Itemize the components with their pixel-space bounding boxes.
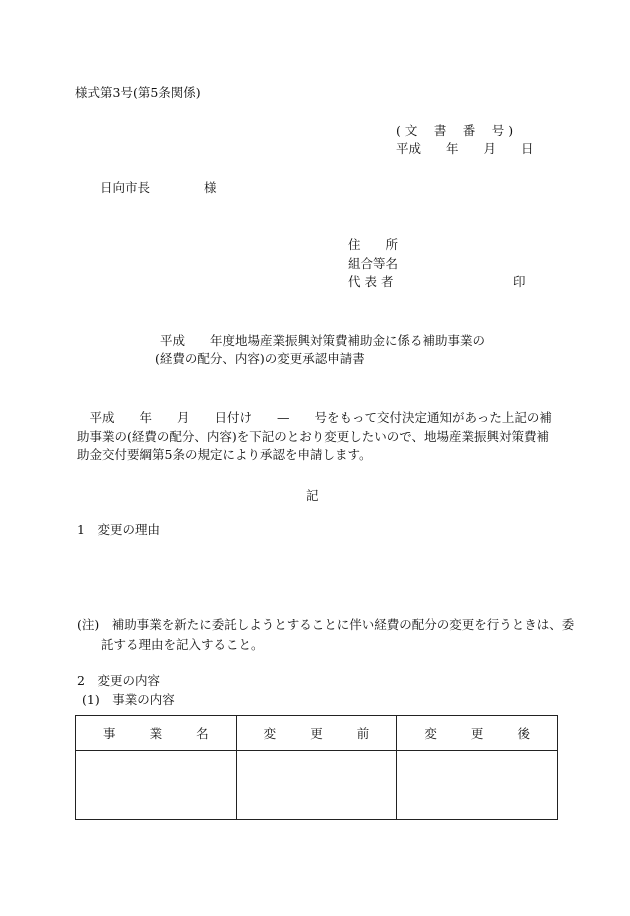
rep-label: 代 表 者 [348,274,394,289]
cell-before-change [236,751,397,820]
ki-heading: 記 [306,488,319,503]
body-paragraph: 平成 年 月 日付け — 号をもって交付決定通知があった上記の補助事業の(経費の配分、内容)を下記のとおり変更したいので、地場産業振興対策費補助金交付要綱第5条の規定により承認を申請します。 [77,410,552,462]
content-table [75,715,558,820]
addressee: 日向市長 様 [100,180,217,195]
note-paragraph: (注) 補助事業を新たに委託しようとすることに伴い経費の配分の変更を行うときは、委託する理由を記入すること。 [77,617,575,652]
section2-subheading: (1) 事業の内容 [82,692,175,707]
date-line: 平成 年 月 日 [396,141,534,156]
form-number: 様式第3号(第5条関係) [75,85,201,100]
document-number: ( 文 書 番 号 ) [396,123,514,138]
header-after-change: 変 更 後 [397,716,558,751]
org-label: 組合等名 [348,256,399,271]
section2-heading: 2 変更の内容 [77,673,160,688]
header-business-name: 事 業 名 [76,716,237,751]
document-title-line2: (経費の配分、内容)の変更承認申請書 [155,351,365,366]
header-before-change: 変 更 前 [236,716,397,751]
document-title-line1: 平成 年度地場産業振興対策費補助金に係る補助事業の [160,333,486,348]
section1-heading: 1 変更の理由 [77,522,160,537]
cell-after-change [397,751,558,820]
table-header-row [76,716,558,751]
cell-business-name [76,751,237,820]
table-row [76,751,558,820]
seal-mark: 印 [513,274,526,289]
address-label: 住 所 [348,237,399,252]
